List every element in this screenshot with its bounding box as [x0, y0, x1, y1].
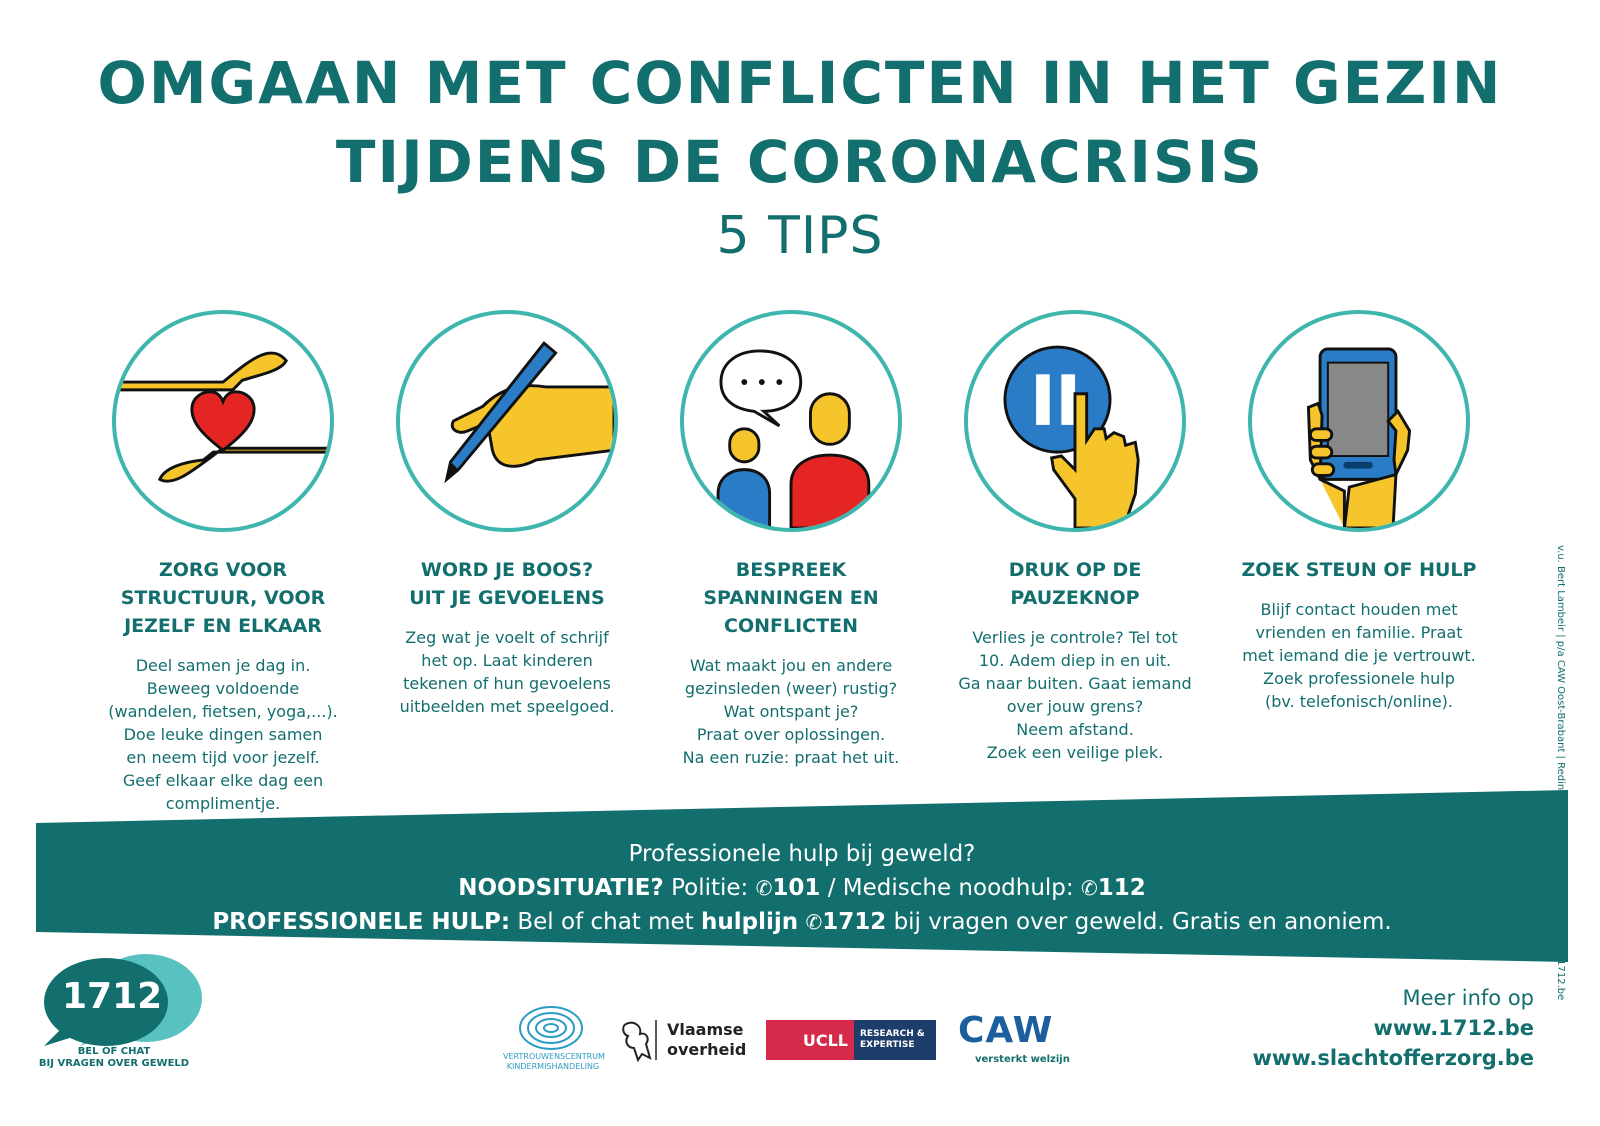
- caw-logo[interactable]: CAW: [958, 1010, 1054, 1051]
- tip-pause: [940, 310, 1210, 764]
- two-people-speech-bubble-icon: [680, 310, 902, 532]
- vertrouwenscentrum-label: VERTROUWENSCENTRUM KINDERMISHANDELING: [503, 1052, 605, 1071]
- tip-structure: [88, 310, 358, 815]
- tip-title: DRUK OP DE PAUZEKNOP: [1008, 559, 1142, 609]
- police-text: Politie:: [671, 875, 749, 901]
- help-text-pre: Bel of chat met: [517, 909, 694, 935]
- tip-text: Blijf contact houden met vrienden en familie. Praat met iemand die je vertrouwt. Zoek professionele hulp (bv. telefonisch/online).: [1242, 600, 1476, 711]
- tip-title: BESPREEK SPANNINGEN EN CONFLICTEN: [703, 559, 879, 637]
- page-title-line1: OMGAAN MET CONFLICTEN IN HET GEZIN: [97, 49, 1503, 117]
- helpline-number[interactable]: 1712: [822, 909, 887, 935]
- logo-number: 1712: [62, 976, 163, 1017]
- tip-text: Wat maakt jou en andere gezinsleden (weer) rustig? Wat ontspant je? Praat over oplossingen. Na een ruzie: praat het uit.: [682, 656, 900, 767]
- ucll-label: UCLL: [766, 1020, 854, 1060]
- emergency-label: NOODSITUATIE?: [458, 875, 664, 901]
- vertrouwenscentrum-logo-icon[interactable]: [518, 1004, 584, 1052]
- page-subtitle: 5 TIPS: [716, 206, 884, 266]
- tip-text: Deel samen je dag in. Beweeg voldoende (wandelen, fietsen, yoga,...). Doe leuke dingen samen en neem tijd voor jezelf. Geef elkaar elke dag een complimentje.: [108, 656, 338, 813]
- banner-professional-help: [36, 906, 1568, 938]
- banner-question: Professionele hulp bij geweld?: [628, 841, 976, 867]
- flemish-lion-icon[interactable]: [618, 1018, 662, 1062]
- tip-text: Zeg wat je voelt of schrijf het op. Laat kinderen tekenen of hun gevoelens uitbeelden met speelgoed.: [399, 628, 615, 716]
- publisher-note: v.u. Bert Lambeir | p/a CAW Oost-Brabant | Redingenstraat 6 | 3000 Leuven | www.1712.be: [1555, 545, 1566, 1001]
- ucll-sub: RESEARCH & EXPERTISE: [854, 1020, 936, 1060]
- hand-writing-pen-icon: [396, 310, 618, 532]
- phone-icon: ✆: [1080, 876, 1098, 900]
- more-info: [1253, 983, 1534, 1073]
- help-banner: [0, 790, 1600, 965]
- logo-tagline: BEL OF CHAT BIJ VRAGEN OVER GEWELD: [38, 1046, 190, 1069]
- link-1712[interactable]: www.1712.be: [1373, 1016, 1534, 1040]
- pause-button-hand-icon: [964, 310, 1186, 532]
- ucll-logo[interactable]: [766, 1020, 936, 1060]
- tip-feelings: [372, 310, 642, 718]
- tip-text: Verlies je controle? Tel tot 10. Adem diep in en uit. Ga naar buiten. Gaat iemand over jouw grens? Neem afstand. Zoek een veilige plek.: [958, 628, 1192, 762]
- more-info-label: Meer info op: [1402, 986, 1534, 1010]
- link-slachtofferzorg[interactable]: www.slachtofferzorg.be: [1252, 1046, 1534, 1070]
- helpline-label: hulplijn: [701, 909, 799, 935]
- caw-tagline: versterkt welzijn: [975, 1054, 1070, 1065]
- hands-heart-icon: [112, 310, 334, 532]
- tip-title: ZORG VOOR STRUCTUUR, VOOR JEZELF EN ELKAAR: [120, 559, 326, 637]
- page-title-line2: TIJDENS DE CORONACRISIS: [335, 128, 1265, 196]
- police-number[interactable]: 101: [772, 875, 821, 901]
- phone-icon: ✆: [805, 910, 823, 934]
- banner-emergency: [36, 872, 1568, 904]
- vlaamse-overheid-label: Vlaamse overheid: [667, 1020, 747, 1059]
- hand-holding-phone-icon: [1248, 310, 1470, 532]
- tip-discuss: [656, 310, 926, 769]
- help-label: PROFESSIONELE HULP:: [212, 909, 511, 935]
- tip-support: [1224, 310, 1494, 713]
- tip-title: ZOEK STEUN OF HULP: [1241, 559, 1477, 581]
- help-text-post: bij vragen over geweld. Gratis en anoniem.: [893, 909, 1392, 935]
- separator: /: [827, 875, 836, 901]
- phone-icon: ✆: [755, 876, 773, 900]
- medical-text: Medische noodhulp:: [842, 875, 1074, 901]
- tip-title: WORD JE BOOS? UIT JE GEVOELENS: [409, 559, 605, 609]
- medical-number[interactable]: 112: [1097, 875, 1146, 901]
